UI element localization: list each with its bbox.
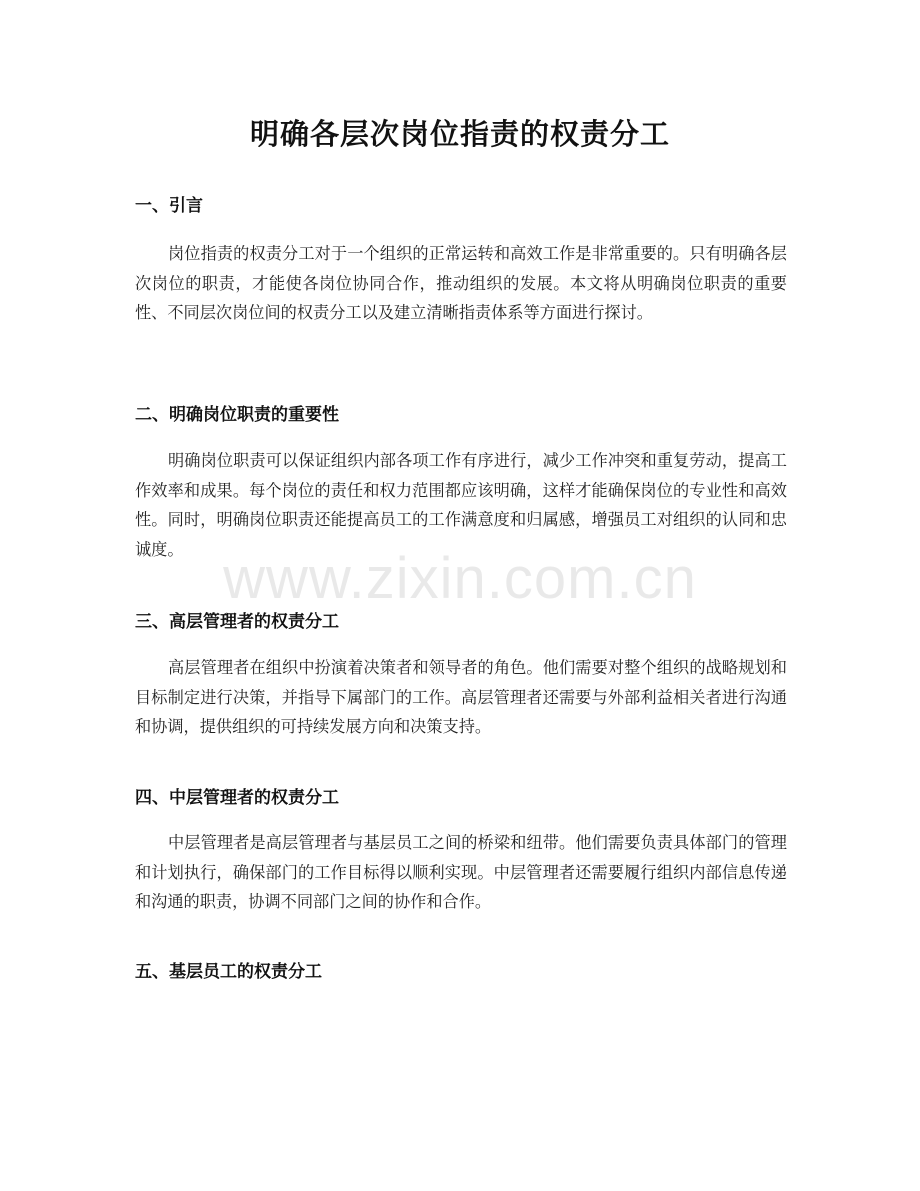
section-heading-middle: 四、中层管理者的权责分工: [135, 788, 339, 808]
section-paragraph-senior: 高层管理者在组织中扮演着决策者和领导者的角色。他们需要对整个组织的战略规划和目标制定进行决策，并指导下属部门的工作。高层管理者还需要与外部利益相关者进行沟通和协调，提供组织的可持续发展方向和决策支持。: [135, 658, 787, 736]
section-heading-intro: 一、引言: [135, 196, 203, 216]
section-heading-importance: 二、明确岗位职责的重要性: [135, 405, 339, 425]
document-title: 明确各层次岗位指责的权责分工: [249, 117, 670, 151]
section-paragraph-middle: 中层管理者是高层管理者与基层员工之间的桥梁和纽带。他们需要负责具体部门的管理和计划执行，确保部门的工作目标得以顺利实现。中层管理者还需要履行组织内部信息传递和沟通的职责，协调不同部门之间的协作和合作。: [135, 833, 787, 911]
section-heading-staff: 五、基层员工的权责分工: [135, 962, 322, 982]
watermark: www.zixin.com.cn: [223, 546, 697, 611]
section-paragraph-importance: 明确岗位职责可以保证组织内部各项工作有序进行，减少工作冲突和重复劳动，提高工作效率和成果。每个岗位的责任和权力范围都应该明确，这样才能确保岗位的专业性和高效性。同时，明确岗位职责还能提高员工的工作满意度和归属感，增强员工对组织的认同和忠诚度。: [135, 451, 787, 559]
section-paragraph-intro: 岗位指责的权责分工对于一个组织的正常运转和高效工作是非常重要的。只有明确各层次岗位的职责，才能使各岗位协同合作，推动组织的发展。本文将从明确岗位职责的重要性、不同层次岗位间的权责分工以及建立清晰指责体系等方面进行探讨。: [135, 244, 787, 322]
section-heading-senior: 三、高层管理者的权责分工: [135, 612, 339, 632]
